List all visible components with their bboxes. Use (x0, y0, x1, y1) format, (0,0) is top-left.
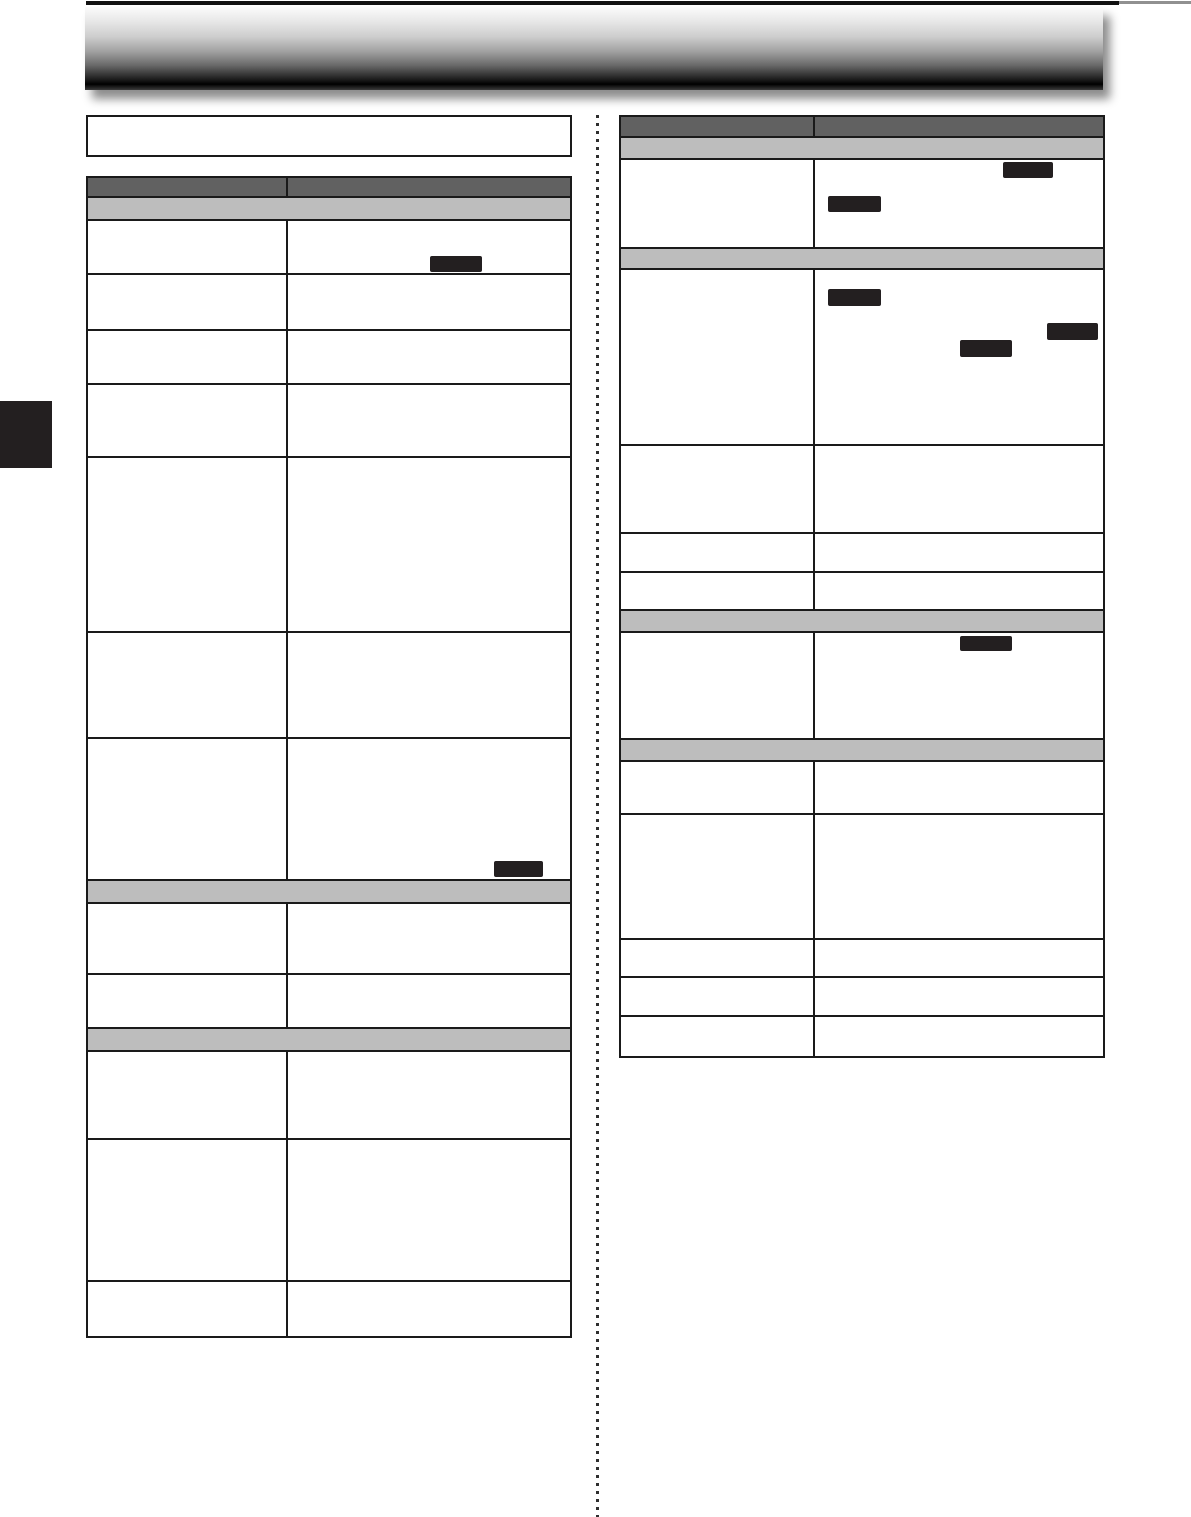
table-row (88, 221, 570, 275)
table-row (621, 978, 1103, 1017)
symptom-cell (88, 975, 286, 1027)
remedy-cell (813, 1017, 1103, 1056)
column-divider-dotted (596, 115, 599, 1517)
key-button-badge (494, 861, 543, 877)
remedy-cell (813, 633, 1103, 738)
table-row (88, 633, 570, 739)
symptom-cell (621, 762, 813, 813)
top-rule (86, 1, 1119, 5)
table-row (88, 1282, 570, 1336)
symptom-cell (621, 978, 813, 1015)
remedy-cell (286, 221, 570, 273)
table-header-row (88, 178, 570, 198)
remedy-cell (286, 385, 570, 456)
key-button-badge (828, 289, 881, 306)
table-row (621, 534, 1103, 573)
symptom-cell (621, 534, 813, 571)
table-row (621, 633, 1103, 740)
symptom-cell (621, 633, 813, 738)
remedy-cell (286, 458, 570, 631)
key-button-badge (828, 196, 881, 212)
remedy-cell (813, 573, 1103, 609)
section-header-row (88, 1029, 570, 1052)
table-row (88, 1140, 570, 1282)
symptom-cell (88, 275, 286, 329)
table-row (88, 975, 570, 1029)
remedy-cell (286, 331, 570, 383)
remedy-cell (286, 739, 570, 879)
table-row (88, 385, 570, 458)
section-header-row (621, 138, 1103, 160)
remedy-cell (286, 975, 570, 1027)
top-rule-light-segment (1119, 1, 1191, 4)
symptom-cell (621, 573, 813, 609)
key-button-badge (960, 340, 1012, 357)
table-row (621, 762, 1103, 815)
section-header-row (88, 198, 570, 221)
symptom-cell (621, 815, 813, 938)
table-row (621, 940, 1103, 978)
section-header-row (621, 249, 1103, 270)
table-row (88, 275, 570, 331)
section-header-row (621, 740, 1103, 762)
remedy-header-cell (286, 178, 570, 196)
table-row (88, 739, 570, 881)
remedy-cell (813, 534, 1103, 571)
section-header-row (88, 881, 570, 904)
table-row (621, 446, 1103, 534)
section-header-row (621, 611, 1103, 633)
symptom-cell (88, 1140, 286, 1280)
table-row (88, 1052, 570, 1140)
chapter-banner (85, 7, 1103, 90)
symptom-cell (88, 739, 286, 879)
table-row (88, 458, 570, 633)
key-button-badge (430, 256, 482, 272)
symptom-cell (621, 940, 813, 976)
table-header-row (621, 117, 1103, 138)
remedy-cell (813, 940, 1103, 976)
chapter-edge-tab (0, 401, 52, 468)
symptom-cell (621, 270, 813, 444)
remedy-cell (813, 762, 1103, 813)
symptom-cell (88, 331, 286, 383)
symptom-cell (88, 1052, 286, 1138)
symptom-cell (88, 1282, 286, 1336)
symptom-cell (621, 446, 813, 532)
symptom-cell (88, 633, 286, 737)
symptom-cell (88, 904, 286, 973)
symptom-header-cell (88, 178, 286, 196)
table-row (88, 904, 570, 975)
remedy-cell (813, 815, 1103, 938)
remedy-header-cell (813, 117, 1103, 136)
symptom-header-cell (621, 117, 813, 136)
symptom-cell (88, 458, 286, 631)
remedy-cell (286, 1282, 570, 1336)
table-row (621, 573, 1103, 611)
remedy-cell (286, 633, 570, 737)
table-row (88, 331, 570, 385)
symptom-cell (88, 385, 286, 456)
key-button-badge (960, 636, 1012, 651)
symptom-cell (88, 221, 286, 273)
troubleshooting-table-right (619, 115, 1105, 1058)
key-button-badge (1003, 162, 1053, 178)
remedy-cell (286, 275, 570, 329)
key-button-badge (1047, 323, 1098, 340)
table-row (621, 1017, 1103, 1056)
remedy-cell (813, 978, 1103, 1015)
symptom-cell (621, 160, 813, 247)
remedy-cell (286, 1140, 570, 1280)
remedy-cell (813, 446, 1103, 532)
intro-note-box (86, 115, 572, 157)
remedy-cell (286, 1052, 570, 1138)
remedy-cell (286, 904, 570, 973)
symptom-cell (621, 1017, 813, 1056)
troubleshooting-table-left (86, 176, 572, 1338)
table-row (621, 815, 1103, 940)
